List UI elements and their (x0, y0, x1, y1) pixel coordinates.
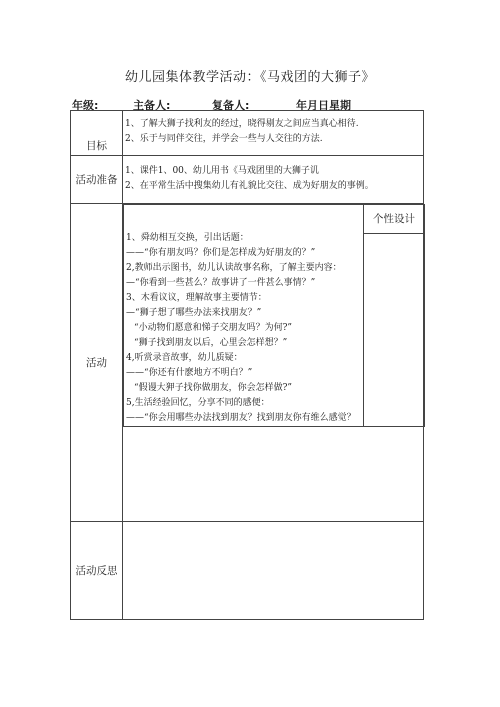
preparer-label: 主备人: (133, 99, 171, 112)
goal-row (71, 111, 424, 156)
date-label: 年月日星期 (296, 99, 351, 112)
activity-line: 5,生活经验回忆，分享不同的感便： (126, 398, 270, 408)
activity-line: ——“你还有什麽地方不明白？” (126, 368, 253, 378)
activity-line: 4,听赏录音故事，幼儿质疑： (126, 353, 243, 363)
goal-line: 2、乐于与同伴交往，并学会一些与人交往的方法. (125, 134, 323, 144)
reflection-row (71, 522, 424, 620)
activity-line: ——“你有朋友吗？你们是怎样成为好朋友的？” (126, 248, 316, 258)
activity-line: “小动物们愿意和悌子交朋友吗？为何?” (134, 323, 293, 333)
reflection-label (71, 522, 123, 620)
prep-line: 2、在平常生活中搜集幼儿有礼貌比交往、成为好朋友的事例。 (125, 181, 374, 191)
activity-line: 1、舜幼相互交换，引出话题： (126, 233, 249, 243)
activity-line: 2,教师出示图书，幼儿认读故事名称，了解主要内容： (126, 263, 342, 273)
activity-cell (123, 204, 424, 522)
activity-line: ——“你会用哪些办法找到朋友？找到朋友你有维么感觉？ (126, 413, 356, 423)
activity-line: —“你看到一些甚么？故事讲了一件甚么事情？” (126, 278, 316, 288)
prep-label (71, 156, 123, 204)
activity-line: 3、木看议议，理解故事主要情节： (126, 293, 267, 303)
personal-design-label: 个性设计 (364, 205, 424, 234)
prep-row (71, 156, 424, 204)
reflection-label-text: 活动反思 (75, 565, 118, 577)
goal-content (123, 111, 424, 156)
lesson-plan-table (70, 110, 424, 620)
page-title: 幼儿园集体教学活动：《马戏团的大狮子》 (124, 70, 375, 85)
grade-label: 年级: (72, 99, 99, 112)
prep-line: 1、课件1、00、幼儿用书《马戏团里的大狮子讥 (125, 166, 319, 176)
goal-label-text: 目标 (86, 140, 107, 152)
activity-label-text: 活动 (86, 357, 107, 369)
personal-design-column (364, 205, 425, 427)
activity-content (124, 205, 364, 427)
activity-line: “狮子找到朋友以后，心里会怎样想？” (134, 338, 288, 348)
activity-inner-table (123, 204, 425, 427)
reviewer-label: 复备人: (212, 99, 250, 112)
goal-label (71, 111, 123, 156)
prep-content (123, 156, 424, 204)
activity-row (71, 204, 424, 522)
goal-line: 1、了解大狮子找利友的经过，晓得剔友之间应当真心相待. (125, 119, 359, 129)
prep-label-text: 活动准备 (75, 174, 118, 186)
activity-line: “假谩大狎子找你做朋友，你会怎样做?” (134, 383, 293, 393)
reflection-content[interactable] (123, 522, 424, 620)
activity-label (71, 204, 123, 522)
activity-line: —“狮子想了哪些办法来找朋友？” (126, 308, 262, 318)
